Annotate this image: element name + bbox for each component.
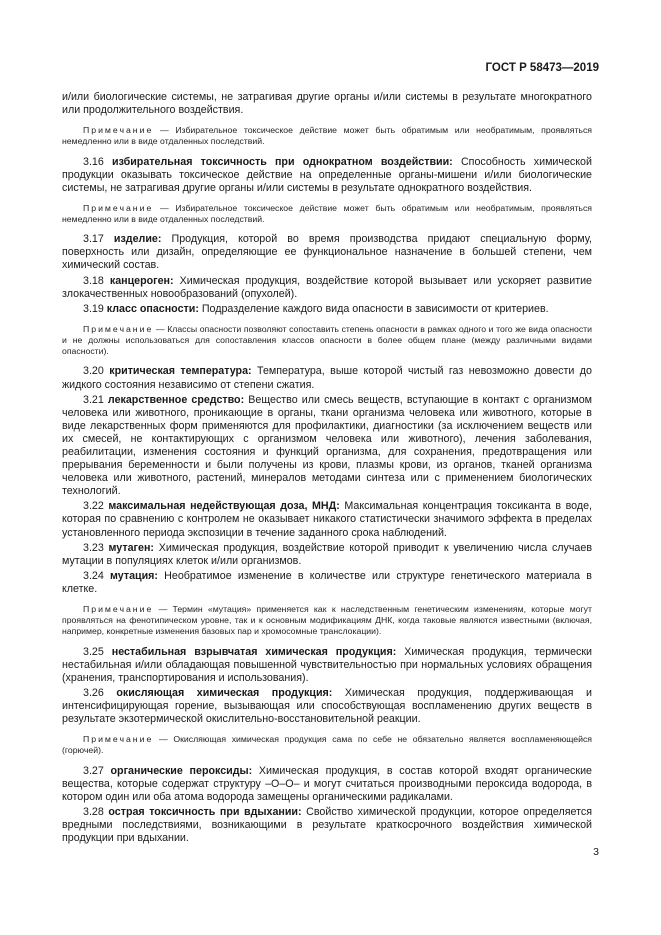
term-number: 3.16: [83, 155, 112, 168]
page-number: 3: [593, 846, 599, 858]
note-prefix: Примечание: [83, 125, 154, 136]
term-name: мутация:: [110, 569, 158, 582]
term-text: Свойство химической продукции, которое определяется вредными последствиями, возникающими в результате краткосрочного воздействия химической продукции при вдыхании.: [62, 805, 593, 845]
term-definition: [62, 500, 592, 539]
document-code-header: ГОСТ Р 58473—2019: [485, 62, 599, 74]
term-definition: [62, 806, 592, 845]
note-text: — Избирательное токсическое действие может быть обратимым или необратимым, проявляться немедленно или в виде отдаленных последствий.: [62, 202, 592, 225]
term-name: острая токсичность при вдыхании:: [108, 805, 302, 818]
note-text: — Классы опасности позволяют сопоставить степень опасности в рамках одного и того же вида опасности и не должны использоваться для сопоставления классов опасности в более общем плане (между различными видами опасности).: [62, 323, 592, 357]
note-prefix: Примечание: [83, 734, 154, 745]
term-text: Максимальная концентрация токсиканта в воде, которая по сравнению с контролем не оказывает никакого статистически значимого эффекта в пределах установленного периода экспозиции в течение заданного срока наблюдений.: [62, 500, 592, 539]
term-name: окисляющая химическая продукция:: [116, 686, 333, 699]
note-paragraph: [62, 604, 592, 638]
term-definition: [62, 303, 592, 316]
term-name: мутаген:: [108, 541, 154, 554]
term-definition: [62, 233, 592, 272]
term-text: Продукция, которой во время производства придают специальную форму, поверхность или дизайн, определяющие ее функциональное назначение в большей степени, чем химический состав.: [62, 233, 592, 272]
term-text: Химическая продукция, термически нестабильная и/или обладающая повышенной чувствительностью при нормальных условиях обращения (хранения, транспортирования и использования).: [62, 645, 592, 684]
term-name: органические пероксиды:: [110, 764, 253, 777]
term-name: нестабильная взрывчатая химическая продукция:: [111, 645, 397, 658]
note-paragraph: [62, 125, 592, 147]
term-definition: [62, 156, 592, 195]
term-number: 3.24: [83, 569, 111, 582]
term-number: 3.22: [83, 500, 109, 513]
term-text: Химическая продукция, воздействие которой вызывает или ускоряет развитие злокачественных новообразований (опухолей).: [62, 274, 592, 300]
term-number: 3.25: [83, 645, 112, 658]
term-number: 3.20: [83, 365, 110, 378]
term-definition: [62, 542, 592, 568]
note-prefix: Примечание: [83, 202, 154, 213]
term-name: критическая температура:: [109, 365, 252, 378]
term-name: избирательная токсичность при однократном воздействии:: [112, 155, 453, 168]
term-definition: [62, 394, 592, 499]
note-text: — Термин «мутация» применяется как к наследственным генетическим изменениям, которые могут проявляться на фенотипическом уровне, так и к основным модификациям ДНК, когда таковые являются известными (включая, например, конкретные изменения базовых пар и хромосомные транслокации).: [62, 604, 592, 637]
term-number: 3.26: [83, 686, 117, 699]
note-paragraph: [62, 203, 592, 225]
term-text: Температура, выше которой чистый газ невозможно довести до жидкого состояния независимо от степени сжатия.: [62, 365, 592, 391]
note-text: — Избирательное токсическое действие может быть обратимым или необратимым, проявляться немедленно или в виде отдаленных последствий.: [62, 125, 592, 147]
term-text: Химическая продукция, поддерживающая и интенсифицирующая горение, вызывающая или способствующая воспламенению других веществ в результате экзотермической окислительно-восстановительной реакции.: [62, 686, 592, 726]
term-number: 3.27: [83, 764, 111, 777]
term-number: 3.18: [83, 274, 110, 287]
term-text: Химическая продукция, в состав которой входят органические вещества, которые содержат структуру –О–О– и могут считаться производными пероксида водорода, в котором один или оба атома водорода замещены органическими радикалами.: [62, 764, 592, 803]
term-definition: [62, 365, 592, 391]
note-text: — Окисляющая химическая продукция сама по себе не обязательно является воспламеняющейся (горючей).: [62, 734, 592, 756]
term-text: Необратимое изменение в количестве или структуре генетического материала в клетке.: [62, 569, 592, 595]
term-definition: [62, 570, 592, 596]
note-paragraph: [62, 734, 592, 756]
term-number: 3.23: [83, 541, 109, 554]
term-number: 3.21: [83, 393, 108, 406]
term-text: Химическая продукция, воздействие которой приводит к увеличению числа случаев мутации в популяциях клеток и/или организмов.: [62, 541, 592, 567]
term-text: Способность химической продукции оказывать токсическое действие на определенные органы-мишени и/или биологические системы, не затрагивая другие органы и/или системы в результате однократного воздействия.: [62, 155, 592, 194]
term-definition: [62, 646, 592, 685]
term-definition: [62, 275, 592, 301]
note-paragraph: [62, 324, 592, 358]
term-name: класс опасности:: [106, 302, 199, 315]
note-prefix: Примечание: [83, 323, 154, 334]
term-number: 3.19: [83, 302, 107, 315]
term-name: максимальная недействующая доза, МНД:: [108, 500, 340, 513]
term-name: канцероген:: [109, 274, 174, 287]
term-definition: [62, 765, 592, 804]
term-name: изделие:: [113, 233, 162, 246]
term-number: 3.28: [83, 805, 109, 818]
term-definition: [62, 687, 592, 726]
paragraph-continuation: и/или биологические системы, не затрагивая другие органы и/или системы в результате многократного или продолжительного воздействия.: [62, 91, 592, 117]
term-text: Вещество или смесь веществ, вступающие в контакт с организмом человека или животного, проникающие в органы, ткани организма человека или животного, которые в виде лекарственных форм применяются для профилактики, диагностики (за исключением веществ или их смесей, не контактирующих с организмом человека или животного), лечения заболевания, реабилитации, изменения состояния и функций организма, для сохранения, предотвращения или прерывания беременности и были получены из крови, плазмы крови, из органов, тканей организма человека или животного, растений, минералов методами синтеза или с применением биологических технологий.: [62, 393, 592, 498]
term-name: лекарственное средство:: [107, 393, 245, 406]
document-body: [62, 91, 592, 845]
term-number: 3.17: [83, 233, 114, 246]
note-prefix: Примечание: [83, 604, 154, 615]
term-text: Подразделение каждого вида опасности в зависимости от критериев.: [198, 302, 549, 315]
